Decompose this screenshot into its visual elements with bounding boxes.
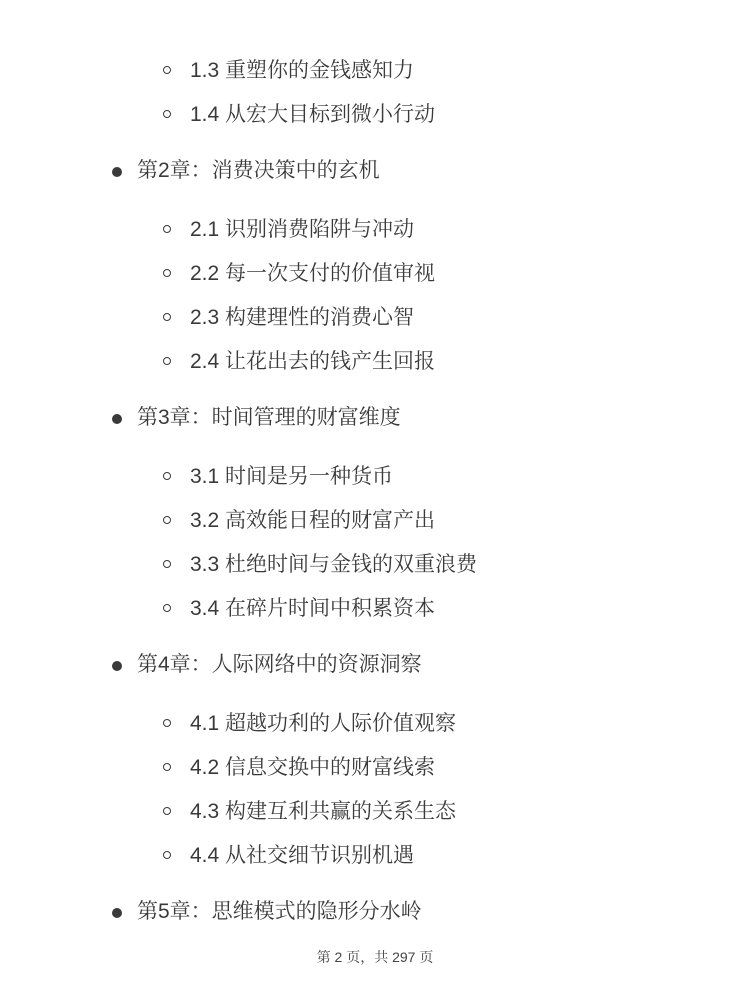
toc-subitem-label: 3.1 时间是另一种货币 bbox=[190, 465, 394, 488]
circle-bullet-icon bbox=[163, 719, 171, 727]
toc-subitem bbox=[0, 510, 750, 532]
circle-bullet-icon bbox=[163, 313, 171, 321]
disc-bullet-icon bbox=[112, 414, 122, 424]
circle-bullet-icon bbox=[163, 516, 171, 524]
toc-subitem-label: 4.3 构建互利共赢的关系生态 bbox=[190, 800, 457, 823]
toc-subitem bbox=[0, 60, 750, 82]
circle-bullet-icon bbox=[163, 357, 171, 365]
toc-subitem-label: 2.2 每一次支付的价值审视 bbox=[190, 262, 436, 285]
toc-chapter-label: 第2章：消费决策中的玄机 bbox=[137, 159, 380, 182]
toc-chapter-label: 第5章：思维模式的隐形分水岭 bbox=[137, 900, 422, 923]
disc-bullet-icon bbox=[112, 908, 122, 918]
circle-bullet-icon bbox=[163, 110, 171, 118]
toc-chapter-label: 第3章：时间管理的财富维度 bbox=[137, 406, 401, 429]
toc-subitem bbox=[0, 554, 750, 576]
toc-subitem-label: 2.4 让花出去的钱产生回报 bbox=[190, 350, 436, 373]
circle-bullet-icon bbox=[163, 851, 171, 859]
toc-subitem-label: 2.3 构建理性的消费心智 bbox=[190, 306, 415, 329]
page-number-footer: 第 2 页，共 297 页 bbox=[316, 949, 434, 965]
toc-subitem bbox=[0, 104, 750, 126]
disc-bullet-icon bbox=[112, 167, 122, 177]
toc-subitem-label: 4.2 信息交换中的财富线索 bbox=[190, 756, 436, 779]
toc-chapter bbox=[0, 654, 750, 676]
toc-subitem-label: 3.2 高效能日程的财富产出 bbox=[190, 509, 436, 532]
toc-subitem-label: 2.1 识别消费陷阱与冲动 bbox=[190, 218, 415, 241]
circle-bullet-icon bbox=[163, 604, 171, 612]
toc-subitem bbox=[0, 219, 750, 241]
toc-subitem-label: 3.4 在碎片时间中积累资本 bbox=[190, 597, 436, 620]
toc-chapter-label: 第4章：人际网络中的资源洞察 bbox=[137, 653, 422, 676]
circle-bullet-icon bbox=[163, 472, 171, 480]
toc-subitem-label: 4.1 超越功利的人际价值观察 bbox=[190, 712, 457, 735]
toc-subitem-label: 3.3 杜绝时间与金钱的双重浪费 bbox=[190, 553, 478, 576]
toc-chapter bbox=[0, 160, 750, 182]
circle-bullet-icon bbox=[163, 225, 171, 233]
toc-subitem bbox=[0, 263, 750, 285]
toc-chapter bbox=[0, 901, 750, 923]
toc-subitem bbox=[0, 466, 750, 488]
circle-bullet-icon bbox=[163, 763, 171, 771]
toc-chapter bbox=[0, 407, 750, 429]
toc-subitem bbox=[0, 307, 750, 329]
circle-bullet-icon bbox=[163, 66, 171, 74]
toc-subitem bbox=[0, 351, 750, 373]
circle-bullet-icon bbox=[163, 807, 171, 815]
toc-subitem-label: 1.3 重塑你的金钱感知力 bbox=[190, 59, 415, 82]
toc-subitem bbox=[0, 713, 750, 735]
toc-subitem-label: 4.4 从社交细节识别机遇 bbox=[190, 844, 415, 867]
circle-bullet-icon bbox=[163, 269, 171, 277]
disc-bullet-icon bbox=[112, 661, 122, 671]
toc-subitem bbox=[0, 845, 750, 867]
circle-bullet-icon bbox=[163, 560, 171, 568]
toc-subitem-label: 1.4 从宏大目标到微小行动 bbox=[190, 103, 436, 126]
toc-subitem bbox=[0, 801, 750, 823]
toc-subitem bbox=[0, 598, 750, 620]
toc-subitem bbox=[0, 757, 750, 779]
